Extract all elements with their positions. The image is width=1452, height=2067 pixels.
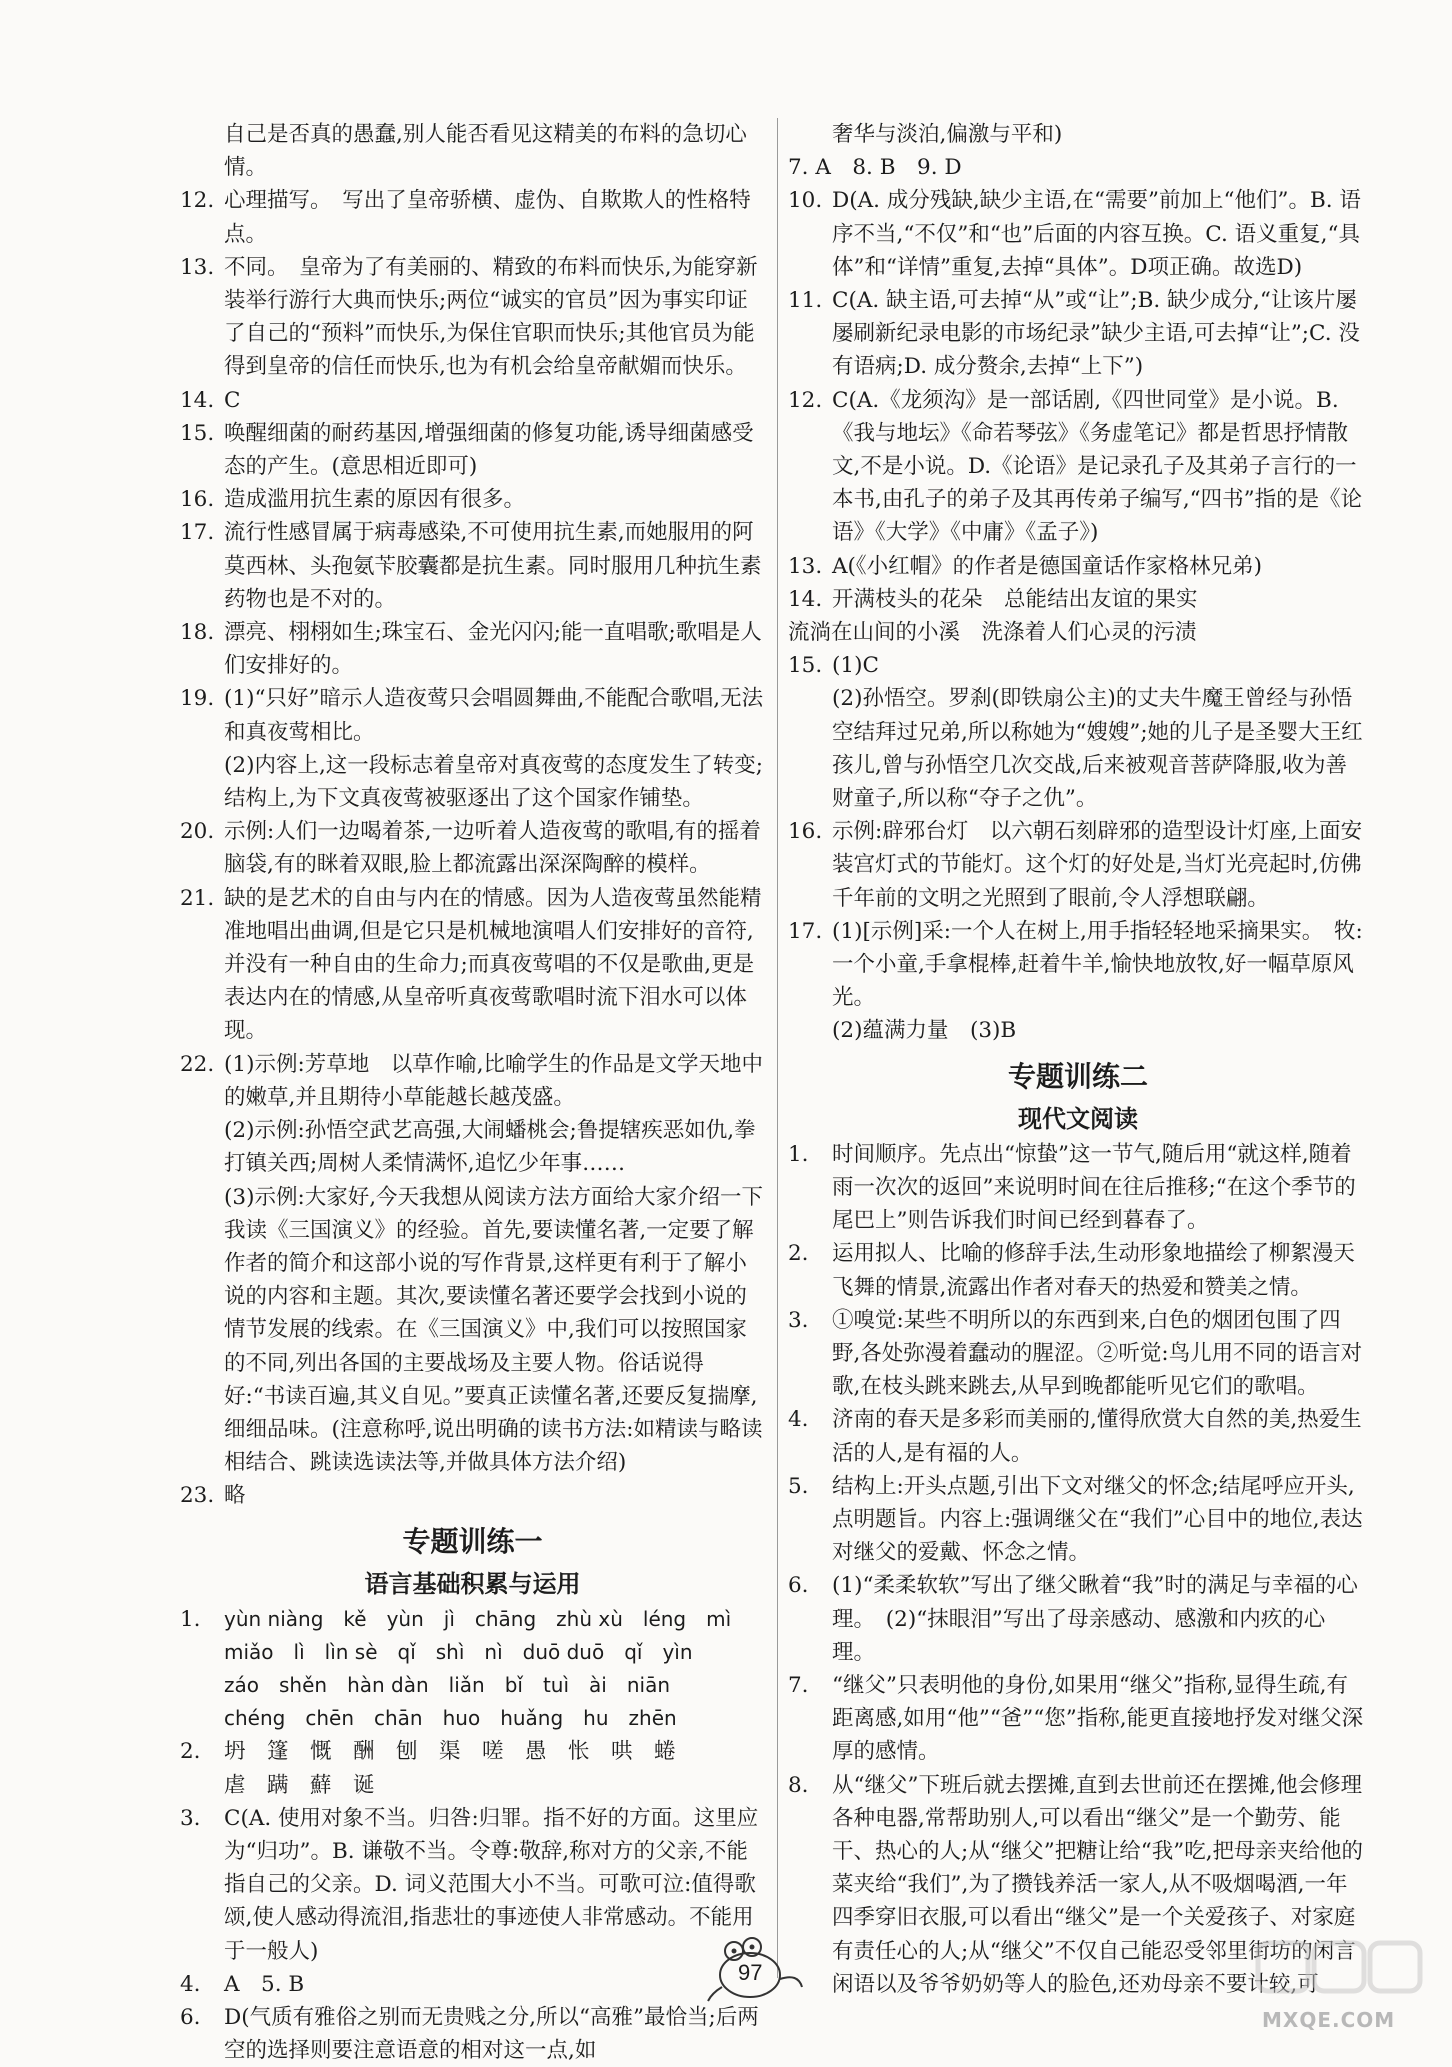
- item-text: (1)C: [832, 653, 879, 679]
- item-number: 3.: [788, 1307, 809, 1333]
- item-number: 14.: [180, 387, 215, 413]
- item-text: C(A.《龙须沟》是一部话剧,《四世同堂》是小说。B.《我与地坛》《命若琴弦》《务虚笔记》都是哲思抒情散文,不是小说。D.《论语》是记录孔子及其弟子言行的一本书,由孔子的弟子及其再传弟子编写,“四书”指的是《论语》《大学》《中庸》《孟子》): [832, 387, 1363, 546]
- answer-item: [180, 417, 765, 483]
- character-line: 坍 篷 慨 酬 刨 渠 嗟 愚 怅 哄 蜷: [224, 1739, 676, 1765]
- answer-item: [788, 1237, 1368, 1303]
- item-text: (1)“只好”暗示人造夜莺只会唱圆舞曲,不能配合歌唱,无法和真夜莺相比。: [224, 686, 764, 745]
- item-number: 13.: [180, 254, 215, 280]
- item-text: A(《小红帽》的作者是德国童话作家格林兄弟): [832, 553, 1263, 579]
- pinyin-line: záo shěn hàn dàn liǎn bǐ tuì ài niān: [224, 1672, 671, 1697]
- item-number: 15.: [788, 653, 823, 679]
- answer-item: [180, 1802, 765, 1968]
- item-number: 19.: [180, 686, 215, 712]
- answer-item: [180, 516, 765, 616]
- item-number: 17.: [180, 520, 215, 546]
- item-number: 2.: [180, 1739, 201, 1765]
- answer-item: [180, 384, 765, 417]
- item-number: 12.: [180, 188, 215, 214]
- answer-item: [788, 384, 1368, 550]
- item-subanswer: (2)内容上,这一段标志着皇帝对真夜莺的态度发生了转变;结构上,为下文真夜莺被驱逐出了这个国家作铺垫。: [224, 752, 764, 812]
- item-number: 1.: [180, 1606, 201, 1632]
- item-number: 13.: [788, 553, 823, 579]
- pinyin-line: miǎo lì lìn sè qǐ shì nì duō duō qǐ yìn: [224, 1639, 693, 1664]
- left-answer-list-2: [180, 1802, 765, 2067]
- pinyin-answers: [224, 1603, 765, 1736]
- answer-item: [788, 1304, 1368, 1404]
- item-text: C(A. 缺主语,可去掉“从”或“让”;B. 缺少成分,“让该片屡屡刷新纪录电影的市场纪录”缺少主语,可去掉“让”;C. 没有语病;D. 成分赘余,去掉“上下”): [832, 288, 1360, 380]
- item-subanswer: (2)示例:孙悟空武艺高强,大闹蟠桃会;鲁提辖疾恶如仇,拳打镇关西;周树人柔情满怀,追忆少年事……: [224, 1118, 756, 1177]
- answer-item: [788, 1138, 1368, 1238]
- left-column: [180, 118, 765, 2067]
- item-text: 心理描写。 写出了皇帝骄横、虚伪、自欺欺人的性格特点。: [224, 188, 751, 247]
- item-text: D(A. 成分残缺,缺少主语,在“需要”前加上“他们”。B. 语序不当,“不仅”和“也”后面的内容互换。C. 语义重复,“具体”和“详情”重复,去掉“具体”。D项正确。故选D): [832, 188, 1361, 280]
- item-text: 造成滥用抗生素的原因有很多。: [224, 487, 526, 513]
- item-text: (1)[示例]采:一个人在树上,用手指轻轻地采摘果实。 牧:一个小童,手拿棍棒,赶着牛羊,愉快地放牧,好一幅草原风光。: [832, 918, 1363, 1011]
- answer-item: [788, 1569, 1368, 1669]
- section-title-2: 专题训练二: [1007, 1059, 1148, 1093]
- right-answer-list-2: [788, 1138, 1368, 2001]
- item-text: 不同。 皇帝为了有美丽的、精致的布料而快乐,为能穿新装举行游行大典而快乐;两位“诚实的官员”因为事实印证了自己的“预料”而快乐,为保住官职而快乐;其他官员为能得到皇帝的信任而快乐,也为有机会给皇帝献媚而快乐。: [224, 254, 758, 380]
- item-text: “继父”只表明他的身份,如果用“继父”指称,显得生疏,有距离感,如用“他”“爸”“您”指称,能更直接地抒发对继父深厚的感情。: [832, 1672, 1364, 1765]
- answer-item: [180, 251, 765, 384]
- item-number: 21.: [180, 885, 215, 911]
- answer-item: [788, 815, 1368, 915]
- answer-item: [180, 1048, 765, 1114]
- item-number: 4.: [788, 1407, 809, 1433]
- left-answer-list: [180, 184, 765, 1512]
- item-subanswer: (2)孙悟空。罗刹(即铁扇公主)的丈夫牛魔王曾经与孙悟空结拜过兄弟,所以称她为“嫂嫂”;她的儿子是圣婴大王红孩儿,曾与孙悟空几次交战,后来被观音菩萨降服,收为善财童子,所以称“夺子之仇”。: [832, 686, 1363, 812]
- item-number: 8.: [788, 1772, 809, 1798]
- answer-item: [788, 184, 1368, 284]
- pinyin-line: yùn niàng kě yùn jì chāng zhù xù léng mì: [224, 1606, 732, 1631]
- character-answers: [224, 1735, 765, 1801]
- answer-item: [180, 815, 765, 881]
- answer-item: [180, 682, 765, 748]
- item-subanswer: 流淌在山间的小溪 洗涤着人们心灵的污渍: [788, 620, 1197, 646]
- answer-item: [788, 1470, 1368, 1570]
- answer-item: [180, 1479, 765, 1512]
- section-subtitle-2: 现代文阅读: [1018, 1104, 1138, 1133]
- character-line: 虐 蹒 蘚 诞: [224, 1772, 375, 1798]
- answer-item: [180, 1735, 765, 1801]
- item-number: 16.: [788, 819, 823, 845]
- item-number: 6.: [180, 2004, 201, 2030]
- item-text: 开满枝头的花朵 总能结出友谊的果实: [832, 586, 1198, 612]
- item-text: 从“继父”下班后就去摆摊,直到去世前还在摆摊,他会修理各种电器,常帮助别人,可以看出“继父”是一个勤劳、能干、热心的人;从“继父”把糖让给“我”吃,把母亲夹给他的菜夹给“我们”,为了攒钱养活一家人,从不吸烟喝酒,一年四季穿旧衣服,可以看出“继父”是一个关爱孩子、对家庭有责任心的人;从“继父”不仅自己能忍受邻里街坊的闲言闲语以及爷爷奶奶等人的脸色,还劝母亲不要计较,可: [832, 1772, 1364, 1997]
- answer-item: [788, 583, 1368, 616]
- item-text: 时间顺序。先点出“惊蛰”这一节气,随后用“就这样,随着雨一次次的返回”来说明时间在往后推移;“在这个季节的尾巴上”则告诉我们时间已经到暮春了。: [832, 1141, 1356, 1234]
- item-text: ①嗅觉:某些不明所以的东西到来,白色的烟团包围了四野,各处弥漫着蠢动的腥涩。②听觉:鸟儿用不同的语言对歌,在枝头跳来跳去,从早到晚都能听见它们的歌唱。: [832, 1307, 1363, 1400]
- item-text: 示例:辟邪台灯 以六朝石刻辟邪的造型设计灯座,上面安装宫灯式的节能灯。这个灯的好处是,当灯光亮起时,仿佛千年前的文明之光照到了眼前,令人浮想联翩。: [832, 819, 1363, 911]
- item-text: D(气质有雅俗之别而无贵贱之分,所以“高雅”最恰当;后两空的选择则要注意语意的相对这一点,如: [224, 2004, 759, 2064]
- item-text: 唤醒细菌的耐药基因,增强细菌的修复功能,诱导细菌感受态的产生。(意思相近即可): [224, 420, 754, 480]
- item-text: 济南的春天是多彩而美丽的,懂得欣赏大自然的美,热爱生活的人,是有福的人。: [832, 1407, 1362, 1466]
- item-text: 流行性感冒属于病毒感染,不可使用抗生素,而她服用的阿莫西林、头孢氨苄胶囊都是抗生素。同时服用几种抗生素药物也是不对的。: [224, 520, 762, 612]
- item-number: 23.: [180, 1483, 215, 1509]
- item-number: 18.: [180, 620, 215, 646]
- item-number: 7.: [788, 1672, 809, 1698]
- item-number: 3.: [180, 1805, 201, 1831]
- right-answer-list: [788, 184, 1368, 1047]
- answer-item: [180, 2001, 765, 2067]
- answer-item: [180, 616, 765, 682]
- item-number: 16.: [180, 487, 215, 513]
- item-text: C(A. 使用对象不当。归咎:归罪。指不好的方面。这里应为“归功”。B. 谦敬不当。令尊:敬辞,称对方的父亲,不能指自己的父亲。D. 词义范围大小不当。可歌可泣:值得歌颂,使人感动得流泪,指悲壮的事迹使人非常感动。不能用于一般人): [224, 1805, 759, 1964]
- item-number: 15.: [180, 420, 215, 446]
- item-number: 1.: [788, 1141, 809, 1167]
- item-text: (1)示例:芳草地 以草作喻,比喻学生的作品是文学天地中的嫩草,并且期待小草能越长越茂盛。: [224, 1051, 764, 1110]
- answer-item: [788, 649, 1368, 682]
- section-title-1: 专题训练一: [402, 1524, 543, 1558]
- answer-item: [180, 1603, 765, 1736]
- item-number: 6.: [788, 1573, 809, 1599]
- item-text: 略: [224, 1483, 246, 1509]
- item-text: C: [224, 387, 241, 413]
- item-text: A 5. B: [224, 1971, 305, 1997]
- item-number: 14.: [788, 586, 823, 612]
- right-column: [788, 118, 1368, 2001]
- column-divider: [777, 118, 778, 1978]
- page-number: 97: [738, 1960, 763, 1985]
- answer-item: [788, 550, 1368, 583]
- section-subtitle-1: 语言基础积累与运用: [364, 1569, 581, 1598]
- answer-item: [180, 882, 765, 1048]
- item-text: 缺的是艺术的自由与内在的情感。因为人造夜莺虽然能精准地唱出曲调,但是它只是机械地演唱人们安排好的音符,并没有一种自由的生命力;而真夜莺唱的不仅是歌曲,更是表达内在的情感,从皇帝听真夜莺歌唱时流下泪水可以体现。: [224, 885, 762, 1044]
- item-number: 22.: [180, 1051, 215, 1077]
- answer-line-7-9: 7. A 8. B 9. D: [788, 155, 962, 181]
- watermark-text: MXQE.COM: [1262, 2008, 1396, 2032]
- right-intro: 奢华与淡泊,偏激与平和): [832, 122, 1063, 147]
- item-text: 结构上:开头点题,引出下文对继父的怀念;结尾呼应开头,点明题旨。内容上:强调继父在“我们”心目中的地位,表达对继父的爱戴、怀念之情。: [832, 1473, 1363, 1566]
- item-number: 20.: [180, 819, 215, 845]
- answer-item: [180, 184, 765, 250]
- left-intro: 自己是否真的愚蠢,别人能否看见这精美的布料的急切心情。: [224, 122, 747, 181]
- answer-item: [788, 1403, 1368, 1469]
- item-text: 漂亮、栩栩如生;珠宝石、金光闪闪;能一直唱歌;歌唱是人们安排好的。: [224, 620, 762, 679]
- item-number: 12.: [788, 387, 823, 413]
- item-number: 11.: [788, 288, 823, 314]
- item-number: 5.: [788, 1473, 809, 1499]
- item-text: 运用拟人、比喻的修辞手法,生动形象地描绘了柳絮漫天飞舞的情景,流露出作者对春天的热爱和赞美之情。: [832, 1241, 1355, 1300]
- answer-item: [180, 1968, 765, 2001]
- answer-item: [788, 915, 1368, 1015]
- item-subanswer: (2)蕴满力量 (3)B: [832, 1018, 1017, 1044]
- item-number: 10.: [788, 188, 823, 214]
- item-text: 示例:人们一边喝着茶,一边听着人造夜莺的歌唱,有的摇着脑袋,有的眯着双眼,脸上都流露出深深陶醉的模样。: [224, 819, 761, 878]
- answer-item: [788, 1669, 1368, 1769]
- item-text: (1)“柔柔软软”写出了继父瞅着“我”时的满足与幸福的心理。 (2)“抹眼泪”写出了母亲感动、感激和内疚的心理。: [832, 1573, 1358, 1665]
- answer-item: [788, 284, 1368, 384]
- item-number: 17.: [788, 918, 823, 944]
- answer-item: [180, 483, 765, 516]
- pinyin-line: chéng chēn chān huo huǎng hu zhēn: [224, 1706, 677, 1731]
- item-subanswer: (3)示例:大家好,今天我想从阅读方法方面给大家介绍一下我读《三国演义》的经验。首先,要读懂名著,一定要了解作者的简介和这部小说的写作背景,这样更有利于了解小说的内容和主题。其次,要读懂名著还要学会找到小说的情节发展的线索。在《三国演义》中,我们可以按照国家的不同,列出各国的主要战场及主要人物。俗话说得好:“书读百遍,其义自见。”要真正读懂名著,还要反复揣摩,细细品味。(注意称呼,说出明确的读书方法:如精读与略读相结合、跳读选读法等,并做具体方法介绍): [224, 1184, 764, 1476]
- item-number: 2.: [788, 1241, 809, 1267]
- item-number: 4.: [180, 1971, 201, 1997]
